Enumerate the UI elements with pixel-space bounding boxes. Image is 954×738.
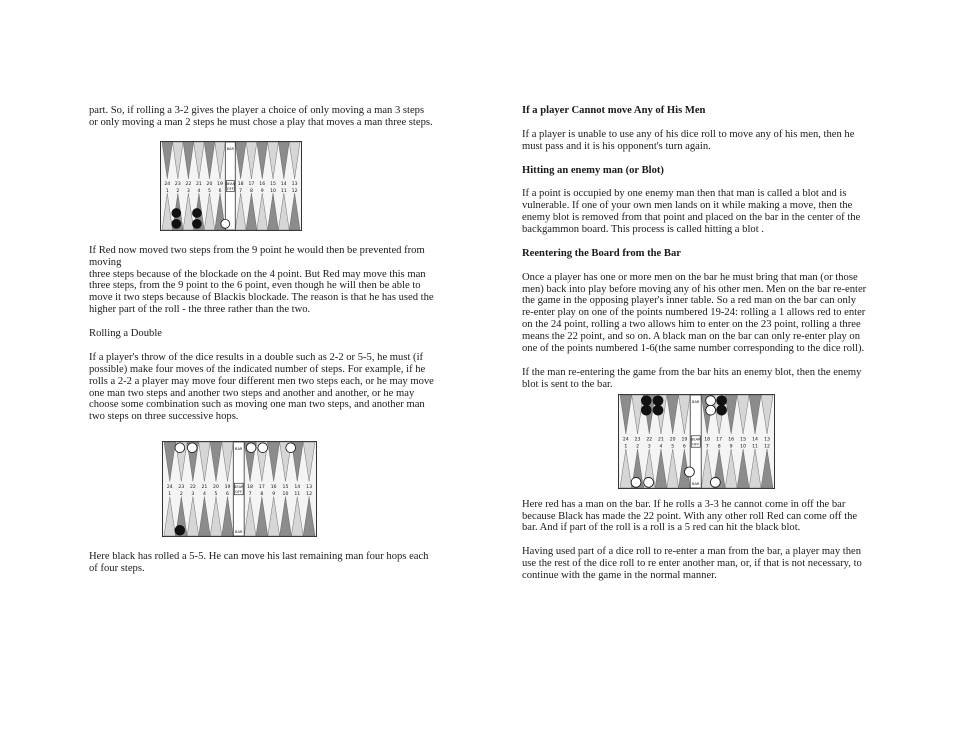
- point-number-bottom: 5: [671, 444, 675, 450]
- section-heading: Hitting an enemy man (or Blot): [522, 164, 664, 176]
- right-column: [522, 105, 867, 594]
- white-checker: [175, 443, 185, 453]
- point-number-bottom: 1: [165, 188, 169, 194]
- paragraph: If a player is unable to use any of his dice roll to move any of his men, then he must pass and it is his opponent's turn again.: [522, 128, 855, 152]
- bar-label: BAR: [692, 481, 700, 486]
- point-number-top: 22: [189, 485, 196, 491]
- point-number-top: 23: [634, 437, 641, 443]
- paragraph: If a player's throw of the dice results in a double such as 2-2 or 5-5, he must (if possible) make four moves of the indicated number of steps. For example, if he rolls a 2-2 a player may move four different men two steps each, or he may move one man two steps and another two steps and another and another, or he may choose some combination such as moving one man two steps, and another man two steps on three successive hops.: [89, 351, 434, 423]
- point-number-top: 13: [764, 437, 770, 443]
- point-number-bottom: 12: [306, 492, 313, 498]
- off-label: OFF: [226, 186, 234, 191]
- section-heading: If a player Cannot move Any of His Men: [522, 105, 706, 116]
- point-number-bottom: 5: [214, 492, 218, 498]
- point-number-bottom: 11: [280, 188, 287, 194]
- point-number-top: 14: [294, 485, 301, 491]
- left-column: [89, 105, 434, 587]
- point-number-top: 19: [217, 181, 223, 187]
- point-number-bottom: 8: [717, 444, 721, 450]
- point-number-bottom: 4: [202, 492, 206, 498]
- paragraph: Here red has a man on the bar. If he rolls a 3-3 he cannot come in off the bar because Black has made the 22 point. With any other roll Red can come off the bar. And if part of the roll is a roll is a 5 red can hit the black blot.: [522, 498, 858, 534]
- point-number-bottom: 7: [239, 188, 243, 194]
- point-number-top: 16: [270, 485, 277, 491]
- backgammon-diagram-double: [162, 441, 434, 537]
- point-number-top: 24: [166, 485, 173, 491]
- point-number-top: 21: [201, 485, 208, 491]
- paragraph: part. So, if rolling a 3-2 gives the player a choice of only moving a man 3 steps or only moving a man 2 steps he must chose a play that moves a man three steps.: [89, 105, 433, 128]
- black-checker: [653, 405, 663, 415]
- white-checker: [246, 443, 256, 453]
- point-number-top: 15: [270, 181, 276, 187]
- point-number-bottom: 3: [191, 492, 195, 498]
- point-number-bottom: 6: [226, 492, 229, 498]
- point-number-bottom: 8: [249, 188, 253, 194]
- point-number-top: 24: [164, 181, 171, 187]
- bear-label: BEAR: [233, 485, 244, 490]
- point-number-bottom: 10: [740, 444, 747, 450]
- off-label: OFF: [235, 490, 243, 495]
- paragraph: Once a player has one or more men on the bar he must bring that man (or those men) back into play before moving any of his other men. Men on the bar re-enter the game in the opposing player's inner table. So a red man on the bar can only re-enter play on one of the points numbered 19-24: rolling a 1 allows red to enter on the 24 point, rolling a two allows him to enter on the 23 point, rolling a three means the 22 point, and so on. A black man on the bar can only re-enter play on one of the points numbered 1-6(the same number corresponding to the dice roll).: [522, 271, 867, 355]
- point-number-bottom: 10: [270, 188, 276, 194]
- point-number-bottom: 8: [260, 492, 264, 498]
- point-number-top: 16: [728, 437, 735, 443]
- black-checker: [192, 208, 201, 217]
- point-number-top: 13: [306, 485, 313, 491]
- point-number-top: 17: [248, 181, 255, 187]
- point-number-bottom: 1: [168, 492, 172, 498]
- bar-label: BAR: [235, 447, 243, 452]
- black-checker: [641, 405, 651, 415]
- point-number-top: 21: [196, 181, 202, 187]
- point-number-bottom: 2: [179, 492, 183, 498]
- point-number-top: 16: [259, 181, 266, 187]
- point-number-bottom: 12: [291, 188, 298, 194]
- point-number-top: 14: [752, 437, 758, 443]
- black-checker: [172, 219, 181, 228]
- point-number-top: 19: [224, 485, 231, 491]
- point-number-bottom: 6: [682, 444, 686, 450]
- point-number-top: 18: [237, 181, 244, 187]
- line: three steps because of the blockade on the 4 point. But Red may move this man three steps, from the 9 point to the 6 point, even though he will then be able to move it two steps because of Blackis blockade. The reason is that he has used the higher part of the roll - the three rather than the two.: [89, 268, 434, 316]
- white-checker: [258, 443, 268, 453]
- point-number-top: 18: [704, 437, 711, 443]
- black-checker: [175, 526, 185, 536]
- point-number-bottom: 9: [272, 492, 276, 498]
- bear-label: BEAR: [690, 437, 701, 442]
- paragraph: [89, 245, 434, 316]
- section-heading: Reentering the Board from the Bar: [522, 247, 681, 259]
- bear-label: BEAR: [225, 181, 236, 186]
- white-checker: [706, 395, 716, 405]
- point-number-bottom: 10: [282, 492, 289, 498]
- point-number-top: 21: [658, 437, 664, 443]
- black-checker: [653, 395, 663, 405]
- black-checker: [172, 208, 181, 217]
- point-number-top: 20: [206, 181, 213, 187]
- black-checker: [192, 219, 201, 228]
- black-checker: [717, 395, 727, 405]
- point-number-bottom: 12: [764, 444, 770, 450]
- point-number-top: 22: [185, 181, 192, 187]
- white-checker: [644, 477, 654, 487]
- point-number-bottom: 5: [208, 188, 211, 194]
- paragraph: If the man re-entering the game from the bar hits an enemy blot, then the enemy blot is sent to the bar.: [522, 366, 862, 390]
- paragraph: Here black has rolled a 5-5. He can move his last remaining man four hops each of four steps.: [89, 551, 429, 575]
- paragraph: If a point is occupied by one enemy man then that man is called a blot and is vulnerable. If one of your own men lands on it while making a move, then the enemy blot is removed from that point and placed on the bar in the center of the backgammon board. This process is called hitting a blot .: [522, 188, 861, 236]
- line: If Red now moved two steps from the 9 point he would then be prevented from moving: [89, 244, 425, 268]
- point-number-bottom: 7: [248, 492, 252, 498]
- point-number-bottom: 9: [260, 188, 264, 194]
- white-checker: [631, 477, 641, 487]
- point-number-bottom: 9: [729, 444, 733, 450]
- point-number-top: 24: [622, 437, 629, 443]
- point-number-top: 22: [646, 437, 653, 443]
- point-number-bottom: 1: [624, 444, 628, 450]
- section-heading: Rolling a Double: [89, 328, 162, 340]
- point-number-bottom: 3: [186, 188, 190, 194]
- white-checker: [286, 443, 296, 453]
- point-number-bottom: 3: [647, 444, 651, 450]
- point-number-bottom: 11: [294, 492, 301, 498]
- point-number-top: 17: [716, 437, 723, 443]
- white-checker: [706, 405, 716, 415]
- backgammon-diagram-bar: [618, 394, 867, 489]
- black-checker: [717, 405, 727, 415]
- white-checker: [710, 477, 720, 487]
- white-checker: [187, 443, 197, 453]
- point-number-bottom: 4: [197, 188, 201, 194]
- point-number-top: 20: [213, 485, 219, 491]
- point-number-top: 20: [669, 437, 676, 443]
- paragraph: Having used part of a dice roll to re-enter a man from the bar, a player may then use the rest of the dice roll to re enter another man, or, if that is not necessary, to continue with the game in the normal manner.: [522, 546, 862, 582]
- point-number-top: 18: [247, 485, 253, 491]
- point-number-bottom: 7: [705, 444, 709, 450]
- white-checker: [685, 467, 695, 477]
- point-number-bottom: 4: [659, 444, 663, 450]
- point-number-top: 23: [178, 485, 185, 491]
- point-number-top: 15: [282, 485, 289, 491]
- point-number-bottom: 2: [176, 188, 180, 194]
- point-number-bottom: 6: [218, 188, 222, 194]
- black-checker: [641, 395, 651, 405]
- point-number-top: 13: [291, 181, 298, 187]
- off-label: OFF: [692, 442, 700, 447]
- point-number-top: 14: [280, 181, 287, 187]
- backgammon-diagram-blockade: [160, 141, 434, 231]
- bar-label: BAR: [692, 399, 700, 404]
- point-number-top: 19: [681, 437, 688, 443]
- point-number-bottom: 2: [636, 444, 640, 450]
- bar-label: BAR: [235, 530, 243, 535]
- bar-label: BAR: [226, 146, 235, 151]
- point-number-bottom: 11: [752, 444, 758, 450]
- white-checker: [221, 219, 230, 228]
- point-number-top: 17: [258, 485, 265, 491]
- point-number-top: 23: [174, 181, 181, 187]
- point-number-top: 15: [740, 437, 747, 443]
